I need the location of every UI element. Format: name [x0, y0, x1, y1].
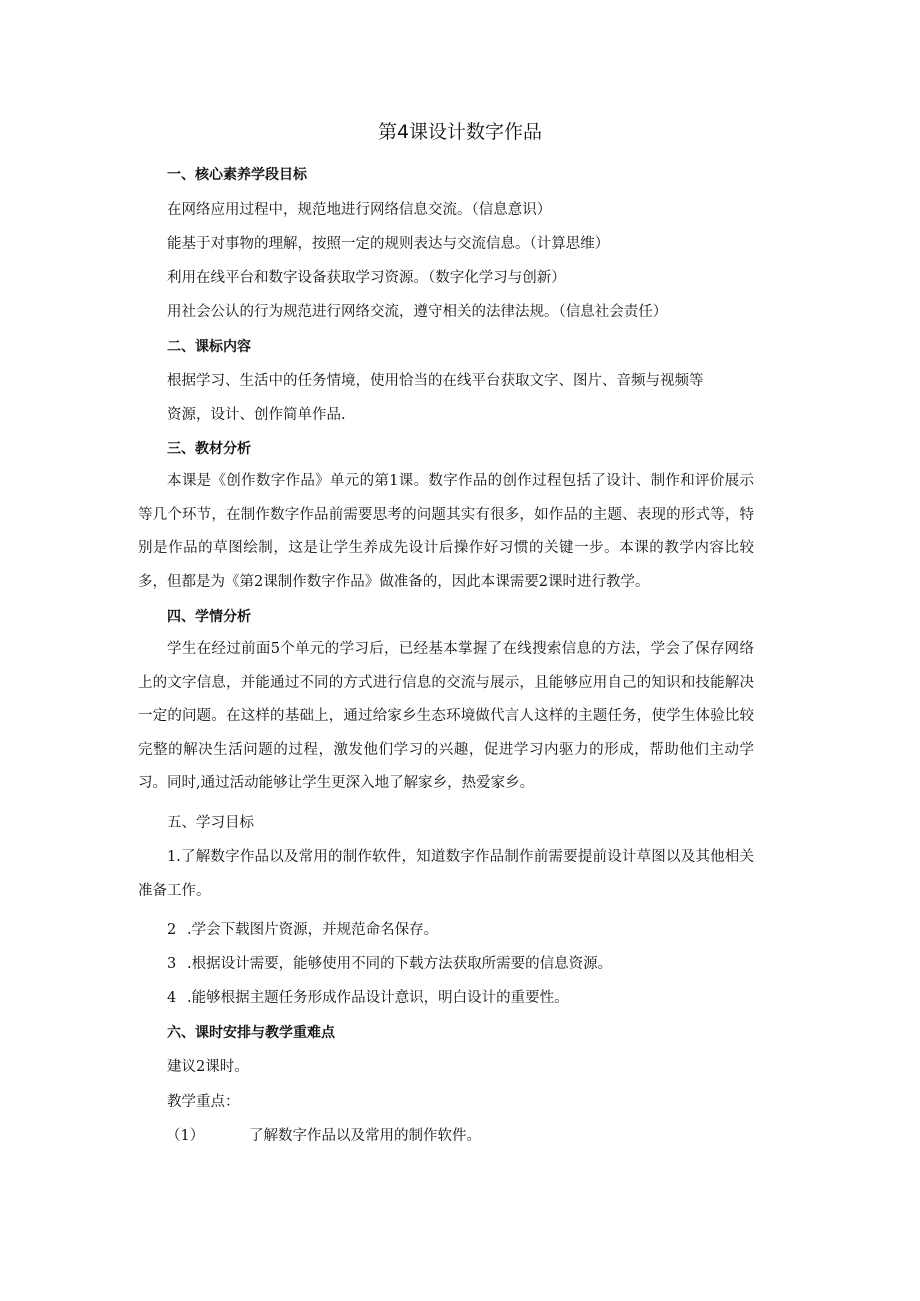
curriculum-line: 资源，设计、创作简单作品. [167, 407, 346, 423]
goal-text: .学会下载图片资源，并规范命名保存。 [187, 922, 439, 938]
section-heading-3: 三、教材分析 [167, 441, 251, 457]
curriculum-line: 根据学习、生活中的任务情境，使用恰当的在线平台获取文字、图片、音频与视频等 [167, 373, 704, 389]
goal-item: 利用在线平台和数字设备获取学习资源。（数字化学习与创新） [167, 270, 566, 286]
goal-item: 能基于对事物的理解，按照一定的规则表达与交流信息。（计算思维） [167, 236, 610, 252]
focus-label: 教学重点： [167, 1094, 240, 1110]
goal-number: 2 [167, 922, 177, 938]
learning-goal [167, 954, 612, 974]
page-title: 第4课设计数字作品 [377, 121, 543, 143]
goal-text: .能够根据主题任务形成作品设计意识，明白设计的重要性。 [187, 990, 569, 1006]
class-hours: 建议2课时。 [167, 1059, 249, 1075]
learner-analysis-paragraph: 学生在经过前面5个单元的学习后，已经基本掌握了在线搜索信息的方法，学会了保存网络上的文字信息，并能通过不同的方式进行信息的交流与展示，且能够应用自己的知识和技能解决一定的问题。在这样的基础上，通过给家乡生态环境做代言人这样的主题任务，使学生体验比较完整的解决生活问题的过程，激发他们学习的兴趣，促进学习内驱力的形成，帮助他们主动学习。同时,通过活动能够让学生更深入地了解家乡，热爱家乡。 [138, 641, 754, 791]
learning-goal [167, 920, 438, 940]
section-heading-5: 五、学习目标 [167, 815, 254, 831]
learning-goal-1: 1.了解数字作品以及常用的制作软件，知道数字作品制作前需要提前设计草图以及其他相关准备工作。 [138, 849, 754, 899]
focus-item [166, 1126, 481, 1146]
section-heading-2: 二、课标内容 [167, 339, 251, 355]
learning-goal [167, 988, 569, 1008]
focus-item-number: （1） [166, 1128, 205, 1144]
goal-item: 在网络应用过程中，规范地进行网络信息交流。（信息意识） [167, 202, 552, 218]
goal-number: 3 [167, 956, 177, 972]
textbook-analysis-paragraph: 本课是《创作数字作品》单元的第1课。数字作品的创作过程包括了设计、制作和评价展示等几个环节，在制作数字作品前需要思考的问题其实有很多，如作品的主题、表现的形式等，特别是作品的草图绘制，这是让学生养成先设计后操作好习惯的关键一步。本课的教学内容比较多，但都是为《第2课制作数字作品》做准备的，因此本课需要2课时进行教学。 [138, 473, 754, 590]
goal-number: 4 [167, 990, 177, 1006]
section-heading-4: 四、学情分析 [167, 609, 251, 625]
goal-text: .根据设计需要，能够使用不同的下载方法获取所需要的信息资源。 [187, 956, 613, 972]
section-heading-6: 六、课时安排与教学重难点 [167, 1025, 335, 1041]
focus-item-text: 了解数字作品以及常用的制作软件。 [249, 1128, 481, 1144]
goal-item: 用社会公认的行为规范进行网络交流，遵守相关的法律法规。（信息社会责任） [167, 304, 668, 320]
section-heading-1: 一、核心素养学段目标 [167, 167, 307, 183]
